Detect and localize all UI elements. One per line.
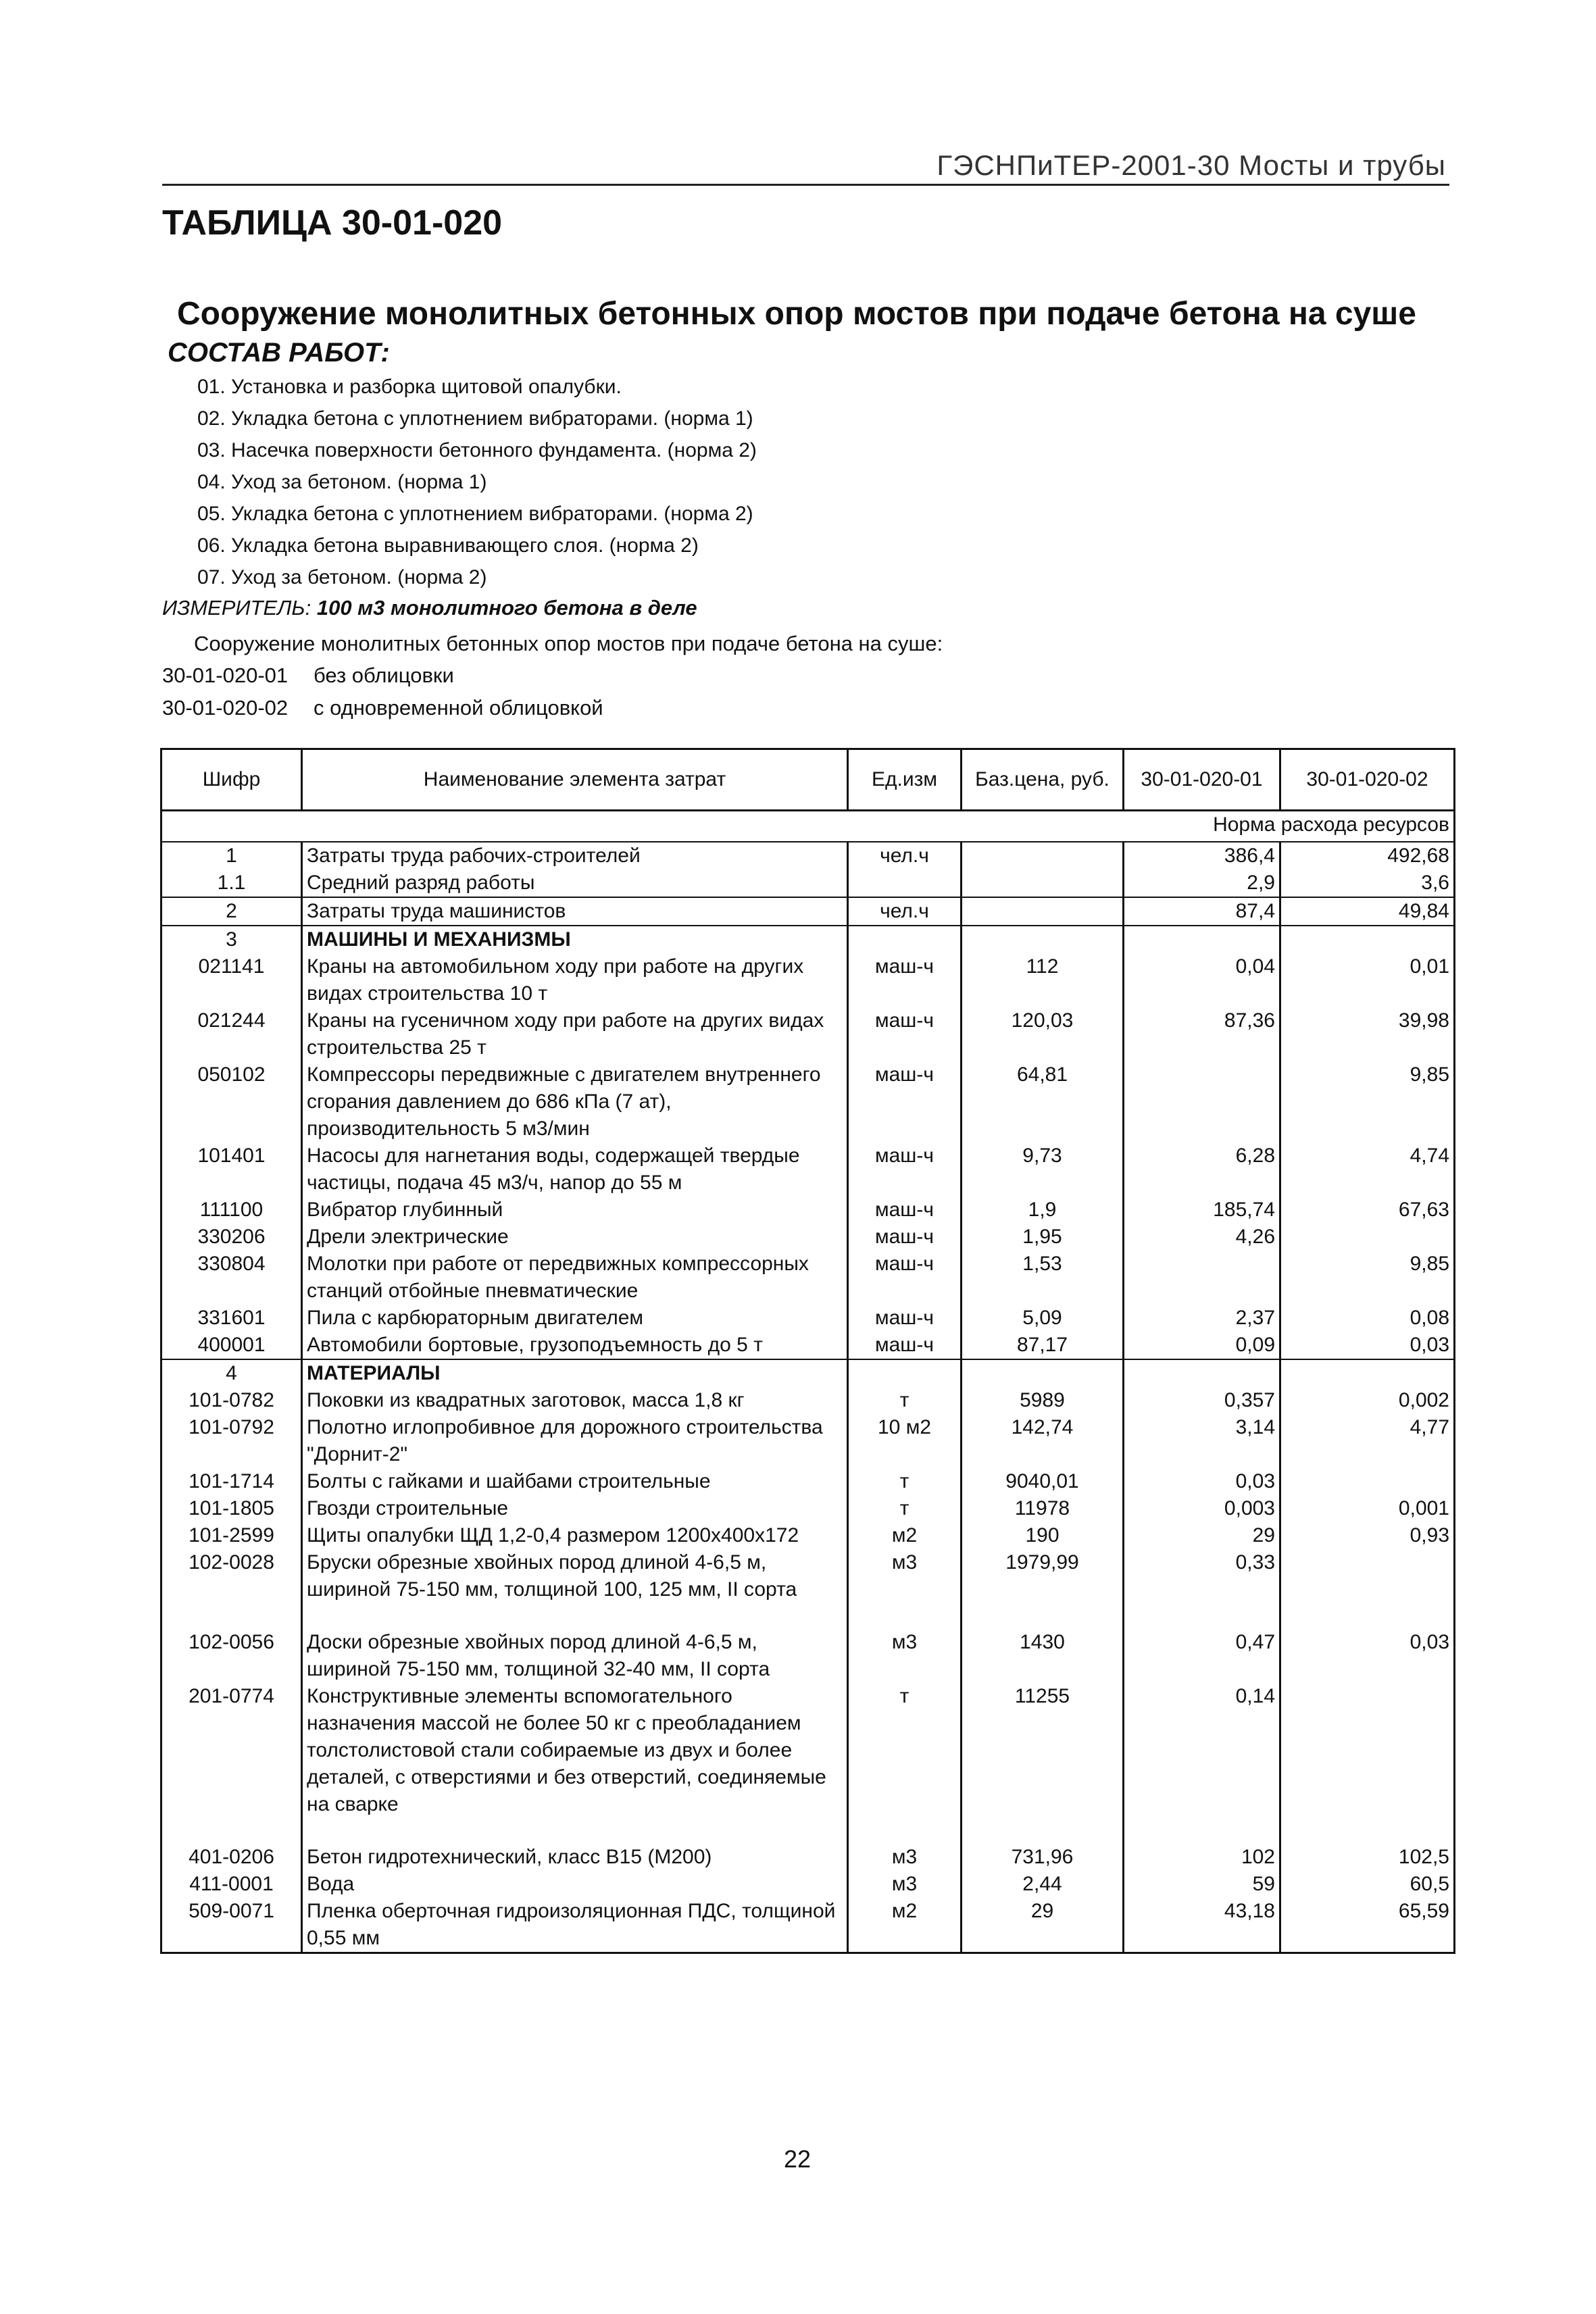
cell-v2 [1280,1468,1455,1495]
header-name: Наименование элемента затрат [302,749,848,811]
cell-code: 331601 [161,1305,302,1332]
cell-v2: 0,002 [1280,1387,1455,1414]
cell-name: Компрессоры передвижные с двигателем внутреннего сгорания давлением до 686 кПа (7 ат), производительность 5 м3/мин [302,1061,848,1142]
cell-price: 1979,99 [962,1549,1124,1629]
cell-price: 11978 [962,1495,1124,1522]
cell-code: 401-0206 [161,1844,302,1871]
table-row [161,1061,1455,1142]
cell-unit: т [848,1495,962,1522]
resource-norms-table [160,748,1455,1954]
table-row [161,1898,1455,1953]
cell-price: 112 [962,953,1124,1007]
cell-v1: 29 [1124,1522,1280,1549]
cell-v1: 87,36 [1124,1007,1280,1061]
cell-v2: 102,5 [1280,1844,1455,1871]
cell-v1: 0,47 [1124,1629,1280,1683]
cell-v1: 0,357 [1124,1387,1280,1414]
cell-v2: 4,74 [1280,1142,1455,1197]
cell-name: Бруски обрезные хвойных пород длиной 4-6,5 м, шириной 75-150 мм, толщиной 100, 125 мм, II сорта [302,1549,848,1629]
cell-v2: 65,59 [1280,1898,1455,1953]
cell-price: 1,53 [962,1251,1124,1305]
cell-code: 111100 [161,1197,302,1224]
table-row [161,1251,1455,1305]
cell-unit: маш-ч [848,1305,962,1332]
header-price: Баз.цена, руб. [962,749,1124,811]
cell-unit: м2 [848,1522,962,1549]
cell-v2 [1280,1224,1455,1251]
table-row [161,1522,1455,1549]
table-header-row [161,749,1455,811]
cell-code: 330206 [161,1224,302,1251]
table-row [161,1871,1455,1898]
cell-unit: чел.ч [848,897,962,926]
cell-code: 021244 [161,1007,302,1061]
cell-price [962,897,1124,926]
norm-label-row [161,811,1455,842]
work-step: 02. Укладка бетона с уплотнением вибраторами. (норма 1) [197,407,753,430]
table-row [161,953,1455,1007]
cell-v2: 0,08 [1280,1305,1455,1332]
cell-v1: 0,09 [1124,1332,1280,1359]
cell-v1: 185,74 [1124,1197,1280,1224]
cell-name: Гвозди строительные [302,1495,848,1522]
cell-v2 [1280,926,1455,953]
table-row [161,1224,1455,1251]
table-row [161,1332,1455,1359]
cell-name: Доски обрезные хвойных пород длиной 4-6,5 м, шириной 75-150 мм, толщиной 32-40 мм, II сорта [302,1629,848,1683]
cell-v1: 4,26 [1124,1224,1280,1251]
cell-unit: м3 [848,1549,962,1629]
cell-name: Пленка оберточная гидроизоляционная ПДС, толщиной 0,55 мм [302,1898,848,1953]
cell-name: Автомобили бортовые, грузоподъемность до 5 т [302,1332,848,1359]
cell-price: 87,17 [962,1332,1124,1359]
cell-unit: м3 [848,1871,962,1898]
cell-code: 201-0774 [161,1683,302,1844]
cell-v2: 0,03 [1280,1629,1455,1683]
cell-code: 1 [161,842,302,870]
cell-v1 [1124,1251,1280,1305]
header-code: Шифр [161,749,302,811]
header-rule [162,184,1449,186]
cell-price: 11255 [962,1683,1124,1844]
variant-item [162,663,454,688]
cell-v2: 0,001 [1280,1495,1455,1522]
measure-line [162,596,697,620]
cell-name: Болты с гайками и шайбами строительные [302,1468,848,1495]
cell-unit: маш-ч [848,1197,962,1224]
cell-code: 021141 [161,953,302,1007]
work-step: 04. Уход за бетоном. (норма 1) [197,471,487,493]
cell-v2: 67,63 [1280,1197,1455,1224]
cell-price: 9,73 [962,1142,1124,1197]
cell-v2: 0,03 [1280,1332,1455,1359]
cell-name: Поковки из квадратных заготовок, масса 1,8 кг [302,1387,848,1414]
cell-v1: 0,03 [1124,1468,1280,1495]
work-step: 06. Укладка бетона выравнивающего слоя. (норма 2) [197,534,699,557]
cell-v1 [1124,1359,1280,1387]
cell-v1: 87,4 [1124,897,1280,926]
cell-name: МАШИНЫ И МЕХАНИЗМЫ [302,926,848,953]
table-row [161,1305,1455,1332]
cell-unit: маш-ч [848,1332,962,1359]
norm-label: Норма расхода ресурсов [1124,811,1455,842]
variant-code: 30-01-020-01 [162,663,289,687]
table-row [161,1468,1455,1495]
cell-price [962,870,1124,897]
cell-price: 1,9 [962,1197,1124,1224]
cell-v2 [1280,1549,1455,1629]
cell-v1: 386,4 [1124,842,1280,870]
cell-price: 5989 [962,1387,1124,1414]
cell-price [962,842,1124,870]
cell-price: 64,81 [962,1061,1124,1142]
cell-v1: 2,9 [1124,870,1280,897]
cell-unit: маш-ч [848,1251,962,1305]
cell-v1: 0,14 [1124,1683,1280,1844]
cell-v2: 49,84 [1280,897,1455,926]
cell-v2: 9,85 [1280,1251,1455,1305]
cell-code: 400001 [161,1332,302,1359]
table-row [161,897,1455,926]
cell-name: Краны на гусеничном ходу при работе на других видах строительства 25 т [302,1007,848,1061]
cell-code: 2 [161,897,302,926]
cell-price: 5,09 [962,1305,1124,1332]
table-row [161,1007,1455,1061]
header-variant-2: 30-01-020-02 [1280,749,1455,811]
table-row [161,926,1455,953]
cell-name: Дрели электрические [302,1224,848,1251]
cell-v1: 2,37 [1124,1305,1280,1332]
cell-code: 101-1805 [161,1495,302,1522]
cell-name: Пила с карбюраторным двигателем [302,1305,848,1332]
cell-price: 2,44 [962,1871,1124,1898]
cell-code: 101-0782 [161,1387,302,1414]
cell-name: Щиты опалубки ЩД 1,2-0,4 размером 1200х400х172 [302,1522,848,1549]
header-variant-1: 30-01-020-01 [1124,749,1280,811]
cell-price [962,926,1124,953]
cell-unit: маш-ч [848,1061,962,1142]
cell-unit: м2 [848,1898,962,1953]
header-unit: Ед.изм [848,749,962,811]
running-header: ГЭСНПиТЕР-2001-30 Мосты и трубы [937,149,1446,181]
table-row [161,1414,1455,1468]
cell-v1 [1124,1061,1280,1142]
cell-v2 [1280,1683,1455,1844]
cell-name: Конструктивные элементы вспомогательного назначения массой не более 50 кг с преобладанием толстолистовой стали собираемые из двух и более деталей, с отверстиями и без отверстий, соединяемые на сварке [302,1683,848,1844]
cell-price: 1430 [962,1629,1124,1683]
variant-item [162,696,603,720]
norm-label-spacer [161,811,1124,842]
cell-v2: 4,77 [1280,1414,1455,1468]
cell-code: 101-1714 [161,1468,302,1495]
cell-v2: 60,5 [1280,1871,1455,1898]
cell-name: Бетон гидротехнический, класс В15 (М200) [302,1844,848,1871]
cell-v1: 43,18 [1124,1898,1280,1953]
cell-v1: 0,003 [1124,1495,1280,1522]
table-body [161,842,1455,1953]
cell-v1: 3,14 [1124,1414,1280,1468]
cell-v1 [1124,926,1280,953]
cell-unit: чел.ч [848,842,962,870]
cell-code: 1.1 [161,870,302,897]
cell-unit: т [848,1683,962,1844]
cell-code: 509-0071 [161,1898,302,1953]
cell-price [962,1359,1124,1387]
cell-v2: 0,01 [1280,953,1455,1007]
cell-v2: 39,98 [1280,1007,1455,1061]
cell-v1: 102 [1124,1844,1280,1871]
cell-code: 101-0792 [161,1414,302,1468]
cell-v2: 3,6 [1280,870,1455,897]
cell-code: 411-0001 [161,1871,302,1898]
cell-v2: 9,85 [1280,1061,1455,1142]
work-step: 03. Насечка поверхности бетонного фундамента. (норма 2) [197,439,757,461]
cell-v1: 59 [1124,1871,1280,1898]
cell-unit [848,870,962,897]
work-composition-label: СОСТАВ РАБОТ: [168,338,390,368]
cell-price: 1,95 [962,1224,1124,1251]
table-row [161,1495,1455,1522]
cell-unit: т [848,1468,962,1495]
cell-unit: маш-ч [848,1007,962,1061]
cell-v1: 0,04 [1124,953,1280,1007]
cell-code: 050102 [161,1061,302,1142]
cell-v1: 6,28 [1124,1142,1280,1197]
cell-unit: м3 [848,1629,962,1683]
cell-price: 142,74 [962,1414,1124,1468]
cell-code: 330804 [161,1251,302,1305]
table-title: ТАБЛИЦА 30-01-020 [162,203,503,243]
cell-unit: маш-ч [848,1142,962,1197]
cell-unit [848,926,962,953]
cell-unit: 10 м2 [848,1414,962,1468]
cell-v2: 492,68 [1280,842,1455,870]
page-number: 22 [784,2145,812,2173]
variant-code: 30-01-020-02 [162,696,289,720]
cell-unit: маш-ч [848,953,962,1007]
cell-code: 4 [161,1359,302,1387]
variants-intro: Сооружение монолитных бетонных опор мостов при подаче бетона на суше: [194,632,943,655]
cell-name: Затраты труда машинистов [302,897,848,926]
cell-name: Полотно иглопробивное для дорожного строительства "Дорнит-2" [302,1414,848,1468]
cell-name: Молотки при работе от передвижных компрессорных станций отбойные пневматические [302,1251,848,1305]
table-row [161,1142,1455,1197]
table-row [161,1549,1455,1629]
cell-price: 120,03 [962,1007,1124,1061]
table-row [161,1387,1455,1414]
variant-desc: без облицовки [314,663,454,687]
work-step: 07. Уход за бетоном. (норма 2) [197,566,487,588]
cell-name: Затраты труда рабочих-строителей [302,842,848,870]
work-steps-list [197,374,757,596]
table-row [161,842,1455,870]
cell-v2 [1280,1359,1455,1387]
table-row [161,1683,1455,1844]
cell-name: Краны на автомобильном ходу при работе на других видах строительства 10 т [302,953,848,1007]
table-row [161,1197,1455,1224]
table-row [161,1359,1455,1387]
table-row [161,1629,1455,1683]
cell-name: Насосы для нагнетания воды, содержащей твердые частицы, подача 45 м3/ч, напор до 55 м [302,1142,848,1197]
section-subtitle: Сооружение монолитных бетонных опор мостов при подаче бетона на суше [177,296,1416,332]
cell-code: 101401 [161,1142,302,1197]
cell-code: 101-2599 [161,1522,302,1549]
cell-unit: т [848,1387,962,1414]
cell-name: МАТЕРИАЛЫ [302,1359,848,1387]
measure-value: 100 м3 монолитного бетона в деле [316,596,697,620]
cell-code: 3 [161,926,302,953]
cell-price: 190 [962,1522,1124,1549]
cell-price: 731,96 [962,1844,1124,1871]
work-step: 01. Установка и разборка щитовой опалубки. [197,376,622,398]
cell-price: 9040,01 [962,1468,1124,1495]
table-row [161,1844,1455,1871]
work-step: 05. Укладка бетона с уплотнением вибраторами. (норма 2) [197,503,753,525]
cell-name: Вода [302,1871,848,1898]
cell-unit: маш-ч [848,1224,962,1251]
cell-name: Вибратор глубинный [302,1197,848,1224]
cell-code: 102-0028 [161,1549,302,1629]
cell-unit [848,1359,962,1387]
variant-desc: с одновременной облицовкой [314,696,603,720]
cell-price: 29 [962,1898,1124,1953]
cell-v1: 0,33 [1124,1549,1280,1629]
cell-v2: 0,93 [1280,1522,1455,1549]
cell-unit: м3 [848,1844,962,1871]
cell-name: Средний разряд работы [302,870,848,897]
measure-label: ИЗМЕРИТЕЛЬ: [162,596,311,620]
table-row [161,870,1455,897]
cell-code: 102-0056 [161,1629,302,1683]
